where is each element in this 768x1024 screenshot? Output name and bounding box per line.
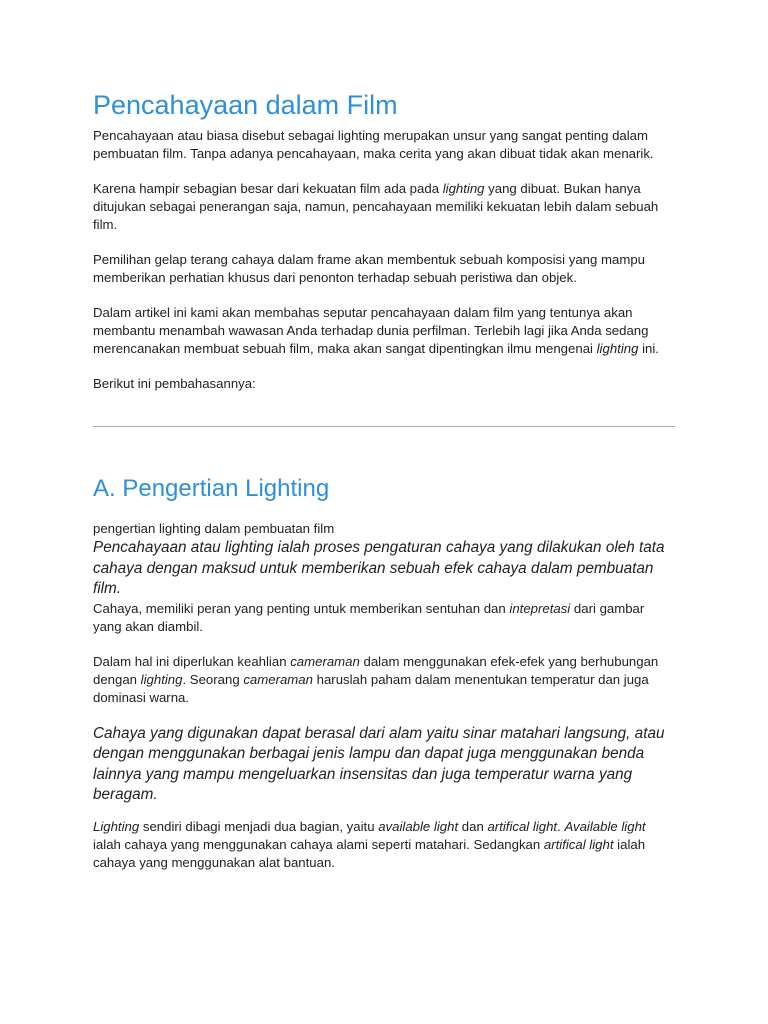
paragraph-intro-1: Pencahayaan atau biasa disebut sebagai lighting merupakan unsur yang sangat penting dalam pembuatan film. Tanpa adanya pencahayaan, maka cerita yang akan dibuat tidak akan menarik. — [93, 128, 654, 161]
text-run: sendiri dibagi menjadi dua bagian, yaitu — [139, 818, 379, 834]
paragraph-intro-4 — [93, 304, 675, 358]
text-run: ialah cahaya yang menggunakan cahaya alami seperti matahari. Sedangkan — [93, 836, 544, 852]
spacer — [93, 358, 675, 375]
text-run: haruslah paham dalam menentukan temperatur dan juga dominasi warna. — [93, 671, 649, 705]
italic-term: lighting — [140, 671, 183, 687]
italic-term: cameraman — [290, 653, 360, 669]
spacer — [93, 806, 675, 818]
paragraph-section-a-1 — [93, 600, 675, 636]
spacer — [93, 287, 675, 304]
spacer — [93, 707, 675, 724]
text-run: dan — [458, 818, 488, 834]
italic-term: lighting — [442, 181, 485, 196]
spacer — [93, 636, 675, 653]
text-run: dalam menggunakan efek-efek yang berhubungan dengan — [93, 653, 659, 687]
text-run: Dalam artikel ini kami akan membahas seputar pencahayaan dalam film yang tentunya akan membantu menambah wawasan Anda terhadap dunia perfilman. Terlebih lagi jika Anda sedang merencanakan membuat sebuah film, maka akan sangat dipentingkan ilmu mengenai — [93, 305, 649, 356]
text-run: Cahaya, memiliki peran yang penting untuk memberikan sentuhan dan — [93, 600, 510, 616]
italic-term: artifical light — [487, 818, 558, 834]
italic-term: available light — [378, 818, 459, 834]
paragraph-intro-3: Pemilihan gelap terang cahaya dalam frame akan membentuk sebuah komposisi yang mampu memberikan perhatian khusus dari penonton terhadap sebuah peristiwa dan objek. — [93, 252, 645, 285]
text-run: dari gambar yang akan diambil. — [93, 600, 645, 634]
text-run: Karena hampir sebagian besar dari kekuatan film ada pada — [93, 181, 443, 196]
paragraph-intro-2 — [93, 180, 675, 234]
italic-term: Lighting — [93, 818, 140, 834]
text-run: . — [557, 818, 565, 834]
horizontal-divider — [93, 426, 675, 427]
italic-term: Available light — [564, 818, 646, 834]
text-run: Dalam hal ini diperlukan keahlian — [93, 653, 291, 669]
quote-light-sources: Cahaya yang digunakan dapat berasal dari alam yaitu sinar matahari langsung, atau dengan menggunakan berbagai jenis lampu dan dapat juga menggunakan benda lainnya yang mampu mengeluarkan insensitas dan juga temperatur warna yang beragam. — [93, 724, 665, 803]
page-title: Pencahayaan dalam Film — [93, 90, 398, 120]
text-run: ini. — [638, 341, 659, 356]
quote-definition: Pencahayaan atau lighting ialah proses pengaturan cahaya yang dilakukan oleh tata cahaya dengan maksud untuk memberikan sebuah efek cahaya dalam pembuatan film. — [93, 539, 665, 597]
italic-term: artifical light — [543, 836, 614, 852]
paragraph-section-a-3 — [93, 818, 675, 872]
paragraph-section-a-2 — [93, 653, 675, 707]
paragraph-intro-5: Berikut ini pembahasannya: — [93, 376, 256, 391]
image-caption: pengertian lighting dalam pembuatan film — [93, 521, 335, 536]
spacer — [93, 234, 675, 251]
text-run: yang dibuat. Bukan hanya ditujukan sebagai penerangan saja, namun, pencahayaan memiliki kekuatan lebih dalam sebuah film. — [93, 181, 659, 232]
document-page — [93, 88, 675, 872]
section-heading-a: A. Pengertian Lighting — [93, 475, 330, 502]
italic-term: cameraman — [243, 671, 313, 687]
text-run: ialah cahaya yang menggunakan alat bantuan. — [93, 836, 646, 870]
spacer — [93, 163, 675, 180]
italic-term: intepretasi — [509, 600, 571, 616]
text-run: . Seorang — [182, 671, 244, 687]
italic-term: lighting — [596, 341, 639, 356]
